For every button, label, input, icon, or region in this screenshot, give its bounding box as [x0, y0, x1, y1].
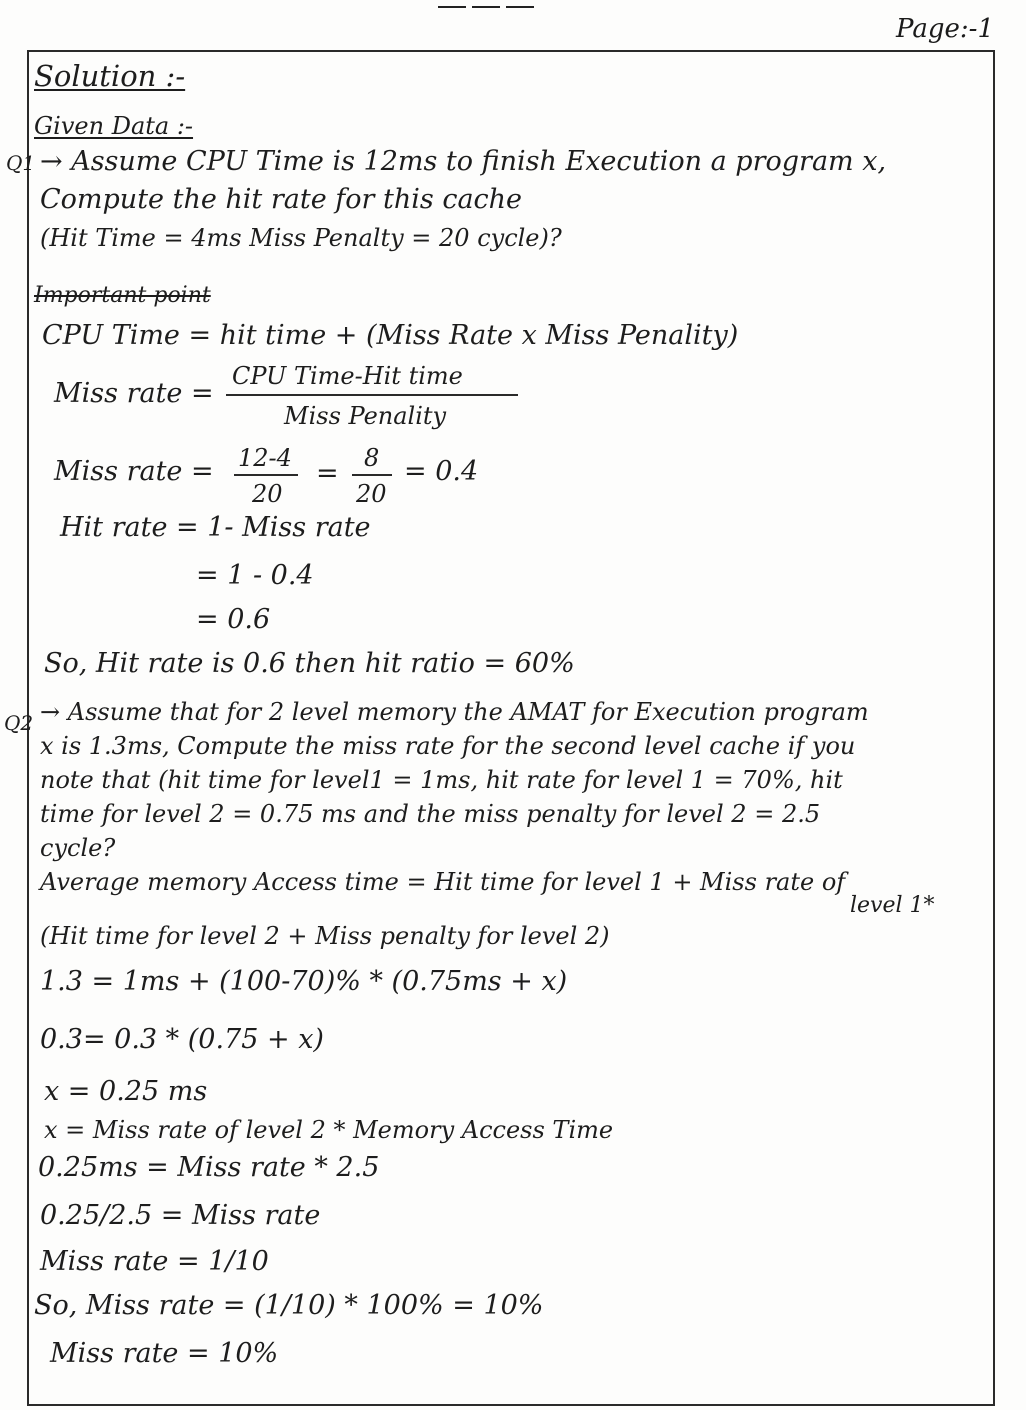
fraction-bar	[352, 474, 392, 476]
q1-line-3: (Hit Time = 4ms Miss Penalty = 20 cycle)?	[40, 224, 562, 252]
miss-rate-label: Miss rate =	[54, 378, 214, 409]
q2-line-5: cycle?	[40, 834, 116, 862]
calc-equals: =	[316, 458, 339, 489]
calc-denominator-1: 20	[252, 480, 283, 508]
miss-rate-calc-label: Miss rate =	[54, 456, 214, 487]
miss-rate-denominator: Miss Penality	[284, 402, 447, 430]
solution-heading: Solution :-	[34, 59, 186, 93]
q2-line-2: x is 1.3ms, Compute the miss rate for the second level cache if you	[40, 732, 856, 760]
page-number: Page:-1	[896, 14, 994, 44]
q2-step-7: Miss rate = 1/10	[40, 1246, 269, 1277]
q1-line-2: Compute the hit rate for this cache	[40, 184, 523, 215]
calc-result: = 0.4	[404, 456, 479, 487]
hit-rate-step-1: Hit rate = 1- Miss rate	[60, 512, 371, 543]
q1-conclusion: So, Hit rate is 0.6 then hit ratio = 60%	[44, 648, 575, 679]
q2-line-4: time for level 2 = 0.75 ms and the miss penalty for level 2 = 2.5	[40, 800, 821, 828]
miss-rate-numerator: CPU Time-Hit time	[232, 362, 463, 390]
fraction-bar	[226, 394, 518, 396]
q2-line-3: note that (hit time for level1 = 1ms, hit rate for level 1 = 70%, hit	[40, 766, 843, 794]
given-data-heading: Given Data :-	[34, 112, 194, 140]
calc-denominator-2: 20	[356, 480, 387, 508]
q2-line-1: → Assume that for 2 level memory the AMAT for Execution program	[40, 698, 869, 726]
question-2-marker: Q2	[4, 711, 34, 735]
amat-definition: Average memory Access time = Hit time for level 1 + Miss rate of	[40, 868, 846, 896]
q2-step-8: So, Miss rate = (1/10) * 100% = 10%	[34, 1290, 544, 1321]
calc-numerator-2: 8	[364, 444, 380, 472]
question-1-marker: Q1	[6, 151, 36, 175]
fraction-bar	[234, 474, 298, 476]
hit-rate-step-2: = 1 - 0.4	[196, 560, 314, 591]
top-dash	[506, 6, 534, 8]
q2-step-4: x = Miss rate of level 2 * Memory Access Time	[44, 1116, 614, 1144]
q2-step-2: 0.3= 0.3 * (0.75 + x)	[40, 1024, 324, 1055]
top-dash	[438, 6, 466, 8]
top-dash	[472, 6, 500, 8]
cpu-time-formula: CPU Time = hit time + (Miss Rate x Miss Penality)	[42, 320, 739, 351]
q2-step-3: x = 0.25 ms	[44, 1076, 208, 1107]
q2-step-1: 1.3 = 1ms + (100-70)% * (0.75ms + x)	[40, 966, 568, 997]
important-point-note: Important point	[34, 283, 211, 308]
q1-line-1: → Assume CPU Time is 12ms to finish Execution a program x,	[40, 146, 887, 177]
hit-rate-step-3: = 0.6	[196, 604, 271, 635]
amat-definition-sub: level 1*	[850, 893, 935, 918]
amat-definition-2: (Hit time for level 2 + Miss penalty for level 2)	[40, 922, 610, 950]
calc-numerator-1: 12-4	[238, 444, 292, 472]
q2-step-5: 0.25ms = Miss rate * 2.5	[38, 1152, 380, 1183]
q2-final-answer: Miss rate = 10%	[50, 1338, 279, 1369]
q2-step-6: 0.25/2.5 = Miss rate	[40, 1200, 321, 1231]
